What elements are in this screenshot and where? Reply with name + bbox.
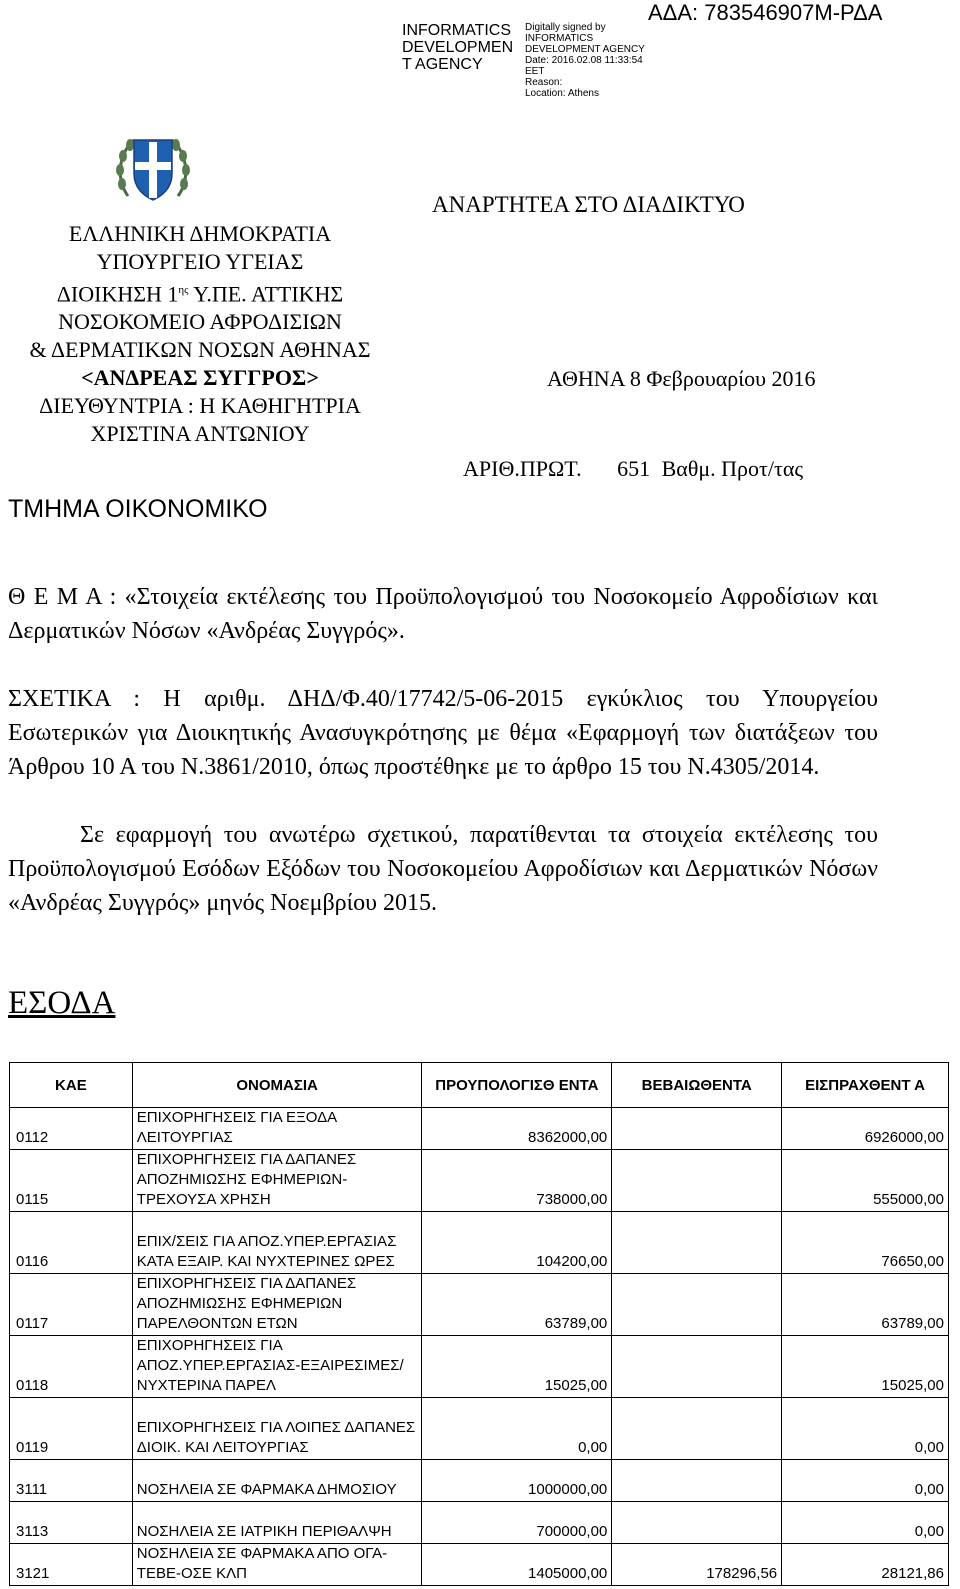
- item-name: ΝΟΣΗΛΕΙΑ ΣΕ ΦΑΡΜΑΚΑ ΑΠΟ ΟΓΑ-ΤΕΒΕ-ΟΣΕ ΚΛΠ: [132, 1544, 422, 1586]
- region-ordinal: ης: [178, 284, 189, 296]
- certified-value: 178296,56: [612, 1544, 782, 1586]
- table-row: [10, 1544, 949, 1586]
- kae-code: 0115: [10, 1150, 133, 1212]
- collected-value: 15025,00: [782, 1336, 949, 1398]
- certified-value: [612, 1460, 782, 1502]
- kae-code: 3121: [10, 1544, 133, 1586]
- budget-value: 1000000,00: [422, 1460, 612, 1502]
- item-name: ΕΠΙΧΟΡΗΓΗΣΕΙΣ ΓΙΑ ΛΟΙΠΕΣ ΔΑΠΑΝΕΣ ΔΙΟΙΚ. ΚΑΙ ΛΕΙΤΟΥΡΓΙΑΣ: [132, 1398, 422, 1460]
- hospital-name: <ΑΝΔΡΕΑΣ ΣΥΓΓΡΟΣ>: [81, 365, 319, 391]
- table-row: [10, 1150, 949, 1212]
- certified-value: [612, 1274, 782, 1336]
- column-header: ΒΕΒΑΙΩΘΕΝΤΑ: [612, 1063, 782, 1108]
- kae-code: 0118: [10, 1336, 133, 1398]
- table-row: [10, 1336, 949, 1398]
- collected-value: 63789,00: [782, 1274, 949, 1336]
- column-header: ΠΡΟΥΠΟΛΟΓΙΣΘ ΕΝΤΑ: [422, 1063, 612, 1108]
- table-row: [10, 1108, 949, 1150]
- kae-code: 3111: [10, 1460, 133, 1502]
- header-line: ΥΠΟΥΡΓΕΙΟ ΥΓΕΙΑΣ: [96, 249, 304, 274]
- item-name: ΕΠΙΧΟΡΗΓΗΣΕΙΣ ΓΙΑ ΔΑΠΑΝΕΣ ΑΠΟΖΗΜΙΩΣΗΣ ΕΦΗΜΕΡΙΩΝ ΠΑΡΕΛΘΟΝΤΩΝ ΕΤΩΝ: [132, 1274, 422, 1336]
- signature-line: DEVELOPMENT AGENCY: [525, 44, 645, 55]
- signature-line: Reason:: [525, 77, 563, 88]
- kae-code: 3113: [10, 1502, 133, 1544]
- signature-line: Digitally signed by: [525, 22, 606, 33]
- table-row: [10, 1212, 949, 1274]
- ada-code: ΑΔΑ: 783546907Μ-ΡΔΑ: [648, 0, 883, 25]
- region-prefix: ΔΙΟΙΚΗΣΗ 1: [56, 281, 179, 307]
- table-row: [10, 1274, 949, 1336]
- subject-paragraph: Θ Ε Μ Α : «Στοιχεία εκτέλεσης του Προϋπολογισμού του Νοσοκομείο Αφροδίσιων και Δερματικών Νόσων «Ανδρέας Συγγρός».: [8, 584, 878, 644]
- header-line: ΕΛΛΗΝΙΚΗ ΔΗΜΟΚΡΑΤΙΑ: [68, 221, 332, 246]
- priority-grade: Βαθμ. Προτ/τας: [661, 456, 804, 481]
- certified-value: [612, 1336, 782, 1398]
- item-name: ΕΠΙΧ/ΣΕΙΣ ΓΙΑ ΑΠΟΖ.ΥΠΕΡ.ΕΡΓΑΣΙΑΣ ΚΑΤΑ ΕΞΑΙΡ. ΚΑΙ ΝΥΧΤΕΡΙΝΕΣ ΩΡΕΣ: [132, 1212, 422, 1274]
- collected-value: 0,00: [782, 1502, 949, 1544]
- signature-line: Date: 2016.02.08 11:33:54: [525, 55, 643, 66]
- column-header: ΟΝΟΜΑΣΙΑ: [132, 1063, 422, 1108]
- kae-code: 0116: [10, 1212, 133, 1274]
- table-row: [10, 1398, 949, 1460]
- greek-emblem-icon: [114, 130, 192, 208]
- signature-line: Location: Athens: [525, 88, 599, 99]
- column-header: ΕΙΣΠΡΑΧΘΕΝΤ Α: [782, 1063, 949, 1108]
- department: ΤΜΗΜΑ ΟΙΚΟΝΟΜΙΚΟ: [8, 495, 268, 523]
- related-paragraph: ΣΧΕΤΙΚΑ : Η αριθμ. ΔΗΔ/Φ.40/17742/5-06-2015 εγκύκλιος του Υπουργείου Εσωτερικών για Διοικητικής Ανασυγκρότησης με θέμα «Εφαρμογή των διατάξεων του Άρθρου 10 Α του Ν.3861/2010, όπως προστέθηκε με το άρθρο 15 του Ν.4305/2014.: [8, 686, 878, 780]
- table-header-row: [10, 1063, 949, 1108]
- signature-signer: INFORMATICS DEVELOPMEN T AGENCY: [402, 22, 514, 73]
- protocol-value: 651: [617, 456, 651, 481]
- certified-value: [612, 1108, 782, 1150]
- certified-value: [612, 1398, 782, 1460]
- collected-value: 0,00: [782, 1398, 949, 1460]
- certified-value: [612, 1212, 782, 1274]
- budget-value: 0,00: [422, 1398, 612, 1460]
- certified-value: [612, 1150, 782, 1212]
- table-row: [10, 1460, 949, 1502]
- budget-value: 63789,00: [422, 1274, 612, 1336]
- health-region: [20, 276, 380, 308]
- body-paragraph: Σε εφαρμογή του ανωτέρω σχετικού, παρατίθενται τα στοιχεία εκτέλεσης του Προϋπολογισμού Εσόδων Εξόδων του Νοσοκομείου Αφροδίσιων και Δερματικών Νόσων «Ανδρέας Συγγρός» μηνός Νοεμβρίου 2015.: [8, 822, 878, 916]
- collected-value: 76650,00: [782, 1212, 949, 1274]
- director-title: ΔΙΕΥΘΥΝΤΡΙΑ : Η ΚΑΘΗΓΗΤΡΙΑ: [39, 393, 361, 419]
- issuer-header: [20, 220, 380, 448]
- header-line: ΝΟΣΟΚΟΜΕΙΟ ΑΦΡΟΔΙΣΙΩΝ: [58, 309, 342, 335]
- column-header: ΚΑΕ: [10, 1063, 133, 1108]
- region-suffix: Υ.ΠΕ. ΑΤΤΙΚΗΣ: [188, 281, 344, 307]
- revenue-table: [9, 1062, 949, 1586]
- signature-line: EET: [525, 66, 545, 77]
- item-name: ΕΠΙΧΟΡΗΓΗΣΕΙΣ ΓΙΑ ΑΠΟΖ.ΥΠΕΡ.ΕΡΓΑΣΙΑΣ-ΕΞΑΙΡΕΣΙΜΕΣ/ΝΥΧΤΕΡΙΝΑ ΠΑΡΕΛ: [132, 1336, 422, 1398]
- budget-value: 700000,00: [422, 1502, 612, 1544]
- protocol-label: ΑΡΙΘ.ΠΡΩΤ.: [463, 456, 582, 481]
- director-name: ΧΡΙΣΤΙΝΑ ΑΝΤΩΝΙΟΥ: [90, 421, 310, 447]
- item-name: ΕΠΙΧΟΡΗΓΗΣΕΙΣ ΓΙΑ ΔΑΠΑΝΕΣ ΑΠΟΖΗΜΙΩΣΗΣ ΕΦΗΜΕΡΙΩΝ-ΤΡΕΧΟΥΣΑ ΧΡΗΣΗ: [132, 1150, 422, 1212]
- item-name: ΝΟΣΗΛΕΙΑ ΣΕ ΦΑΡΜΑΚΑ ΔΗΜΟΣΙΟΥ: [132, 1460, 422, 1502]
- signature-details: [525, 22, 675, 99]
- signature-line: INFORMATICS: [525, 33, 594, 44]
- kae-code: 0112: [10, 1108, 133, 1150]
- revenue-heading: ΕΣΟΔΑ: [8, 985, 116, 1021]
- protocol-number: [463, 456, 803, 482]
- budget-value: 1405000,00: [422, 1544, 612, 1586]
- collected-value: 0,00: [782, 1460, 949, 1502]
- budget-value: 738000,00: [422, 1150, 612, 1212]
- kae-code: 0117: [10, 1274, 133, 1336]
- budget-value: 15025,00: [422, 1336, 612, 1398]
- document-date: ΑΘΗΝΑ 8 Φεβρουαρίου 2016: [547, 366, 816, 391]
- item-name: ΕΠΙΧΟΡΗΓΗΣΕΙΣ ΓΙΑ ΕΞΟΔΑ ΛΕΙΤΟΥΡΓΙΑΣ: [132, 1108, 422, 1150]
- table-row: [10, 1502, 949, 1544]
- item-name: ΝΟΣΗΛΕΙΑ ΣΕ ΙΑΤΡΙΚΗ ΠΕΡΙΘΑΛΨΗ: [132, 1502, 422, 1544]
- posted-online-notice: ΑΝΑΡΤΗΤΕΑ ΣΤΟ ΔΙΑΔΙΚΤΥΟ: [432, 192, 745, 217]
- header-line: & ΔΕΡΜΑΤΙΚΩΝ ΝΟΣΩΝ ΑΘΗΝΑΣ: [29, 337, 371, 363]
- kae-code: 0119: [10, 1398, 133, 1460]
- certified-value: [612, 1502, 782, 1544]
- collected-value: 6926000,00: [782, 1108, 949, 1150]
- budget-value: 8362000,00: [422, 1108, 612, 1150]
- collected-value: 555000,00: [782, 1150, 949, 1212]
- collected-value: 28121,86: [782, 1544, 949, 1586]
- budget-value: 104200,00: [422, 1212, 612, 1274]
